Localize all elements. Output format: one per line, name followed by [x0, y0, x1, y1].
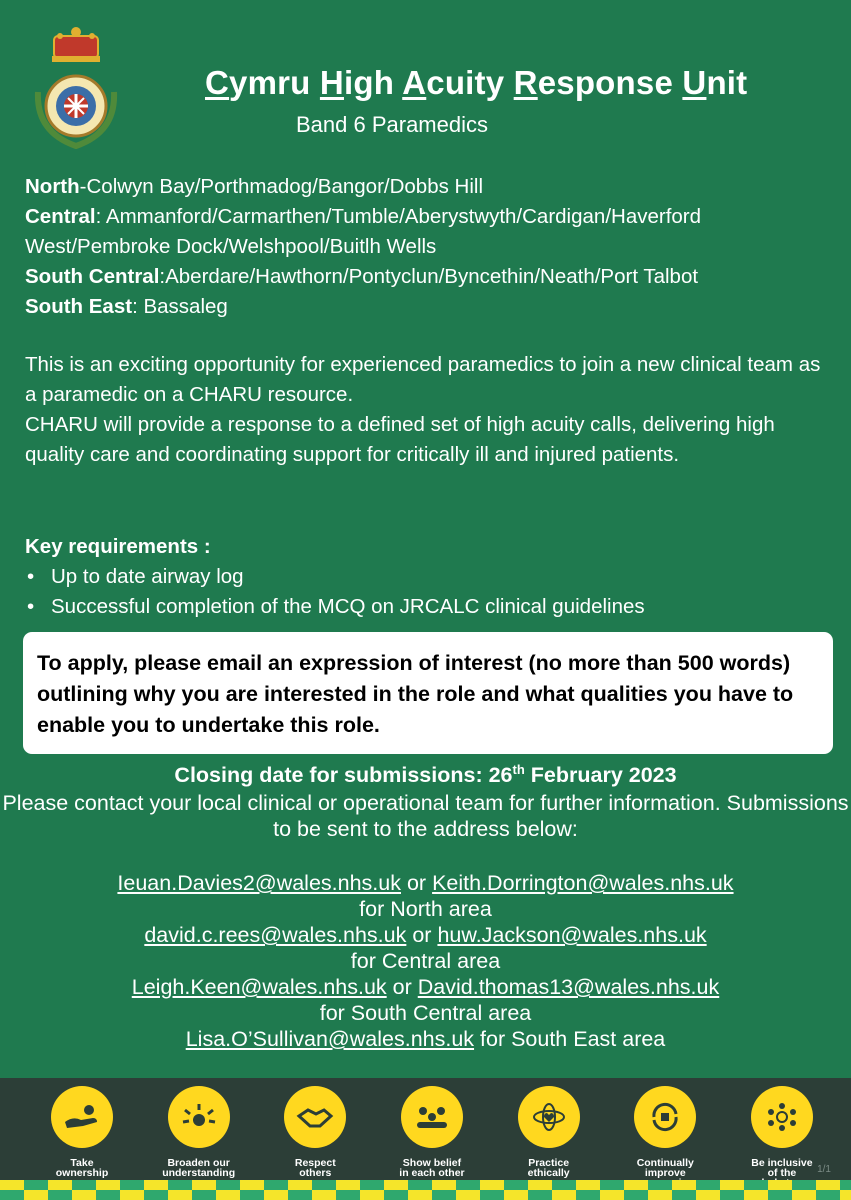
- values-row: [32, 1086, 832, 1188]
- value-item: Practice ethically: [499, 1086, 599, 1188]
- email-link[interactable]: Leigh.Keen@wales.nhs.uk: [131, 975, 387, 999]
- email-link[interactable]: Lisa.O’Sullivan@wales.nhs.uk: [185, 1027, 475, 1051]
- email-link[interactable]: Ieuan.Davies2@wales.nhs.uk: [117, 871, 401, 895]
- area-label: for North area: [359, 897, 492, 921]
- email-link[interactable]: David.thomas13@wales.nhs.uk: [417, 975, 720, 999]
- bullet-icon: •: [27, 595, 35, 618]
- cycle-icon: [634, 1086, 696, 1148]
- team-circle-icon: [751, 1086, 813, 1148]
- email-link[interactable]: huw.Jackson@wales.nhs.uk: [437, 923, 707, 947]
- apply-instructions-box: To apply, please email an expression of interest (no more than 500 words) outlining why you are interested in the role and what qualities you have to enable you to undertake this role.: [23, 632, 833, 754]
- area-label: for South Central area: [319, 1001, 532, 1025]
- locations-list: [25, 172, 825, 322]
- page-number: 1/1: [817, 1164, 831, 1175]
- title-word: U: [682, 64, 707, 101]
- title-word: C: [205, 64, 230, 101]
- value-item: Show belief in each other: [382, 1086, 482, 1188]
- email-link[interactable]: Keith.Dorrington@wales.nhs.uk: [432, 871, 734, 895]
- closing-date: Closing date for submissions: 26th February 2023: [174, 762, 677, 788]
- location-south-east: South East: Bassaleg: [25, 295, 228, 318]
- value-item: Take ownership: [32, 1086, 132, 1188]
- intro-text: This is an exciting opportunity for experienced paramedics to join a new clinical team as a paramedic on a CHARU resource. CHARU will provide a response to a defined set of high acuity calls, delivering high quality care and coordinating support for critically ill and injured patients.: [25, 353, 821, 466]
- requirements-list: [25, 562, 645, 622]
- expand-icon: [168, 1086, 230, 1148]
- title-word: R: [513, 64, 538, 101]
- email-list: Ieuan.Davies2@wales.nhs.uk or Keith.Dorrington@wales.nhs.uk for North area david.c.rees@wales.nhs.uk or huw.Jackson@wales.nhs.uk for Central area Leigh.Keen@wales.nhs.uk or David.thomas13@wales.nhs.uk for South Central area Lisa.O’Sullivan@wales.nhs.uk for South East area: [0, 870, 851, 1052]
- hand-icon: [51, 1086, 113, 1148]
- contact-info: Please contact your local clinical or operational team for further information. Submissions to be sent to the address below:: [2, 791, 849, 841]
- list-item: • Up to date airway log: [25, 562, 645, 592]
- list-item: • Successful completion of the MCQ on JRCALC clinical guidelines: [25, 592, 645, 622]
- location-central: Central: Ammanford/Carmarthen/Tumble/Aberystwyth/Cardigan/Haverford West/Pembroke Dock/Welshpool/Buitlh Wells: [25, 205, 702, 258]
- page-title: Cymru High Acuity Response Unit: [205, 64, 748, 101]
- area-label: for Central area: [350, 949, 501, 973]
- value-item: Be inclusive of the: [732, 1086, 832, 1188]
- value-item: Continually improve: [615, 1086, 715, 1188]
- handshake-icon: [284, 1086, 346, 1148]
- battenburg-stripe: [0, 1180, 851, 1200]
- ambulance-service-crest-icon: [28, 22, 124, 156]
- email-link[interactable]: david.c.rees@wales.nhs.uk: [144, 923, 407, 947]
- title-word: A: [402, 64, 427, 101]
- bullet-icon: •: [27, 565, 35, 588]
- location-north: North-Colwyn Bay/Porthmadog/Bangor/Dobbs Hill: [25, 175, 484, 198]
- heart-atom-icon: [518, 1086, 580, 1148]
- people-icon: [401, 1086, 463, 1148]
- value-item: Broaden our understanding: [149, 1086, 249, 1188]
- page-subtitle: Band 6 Paramedics: [296, 112, 488, 137]
- title-word: H: [319, 64, 344, 101]
- value-item: Respect others: [265, 1086, 365, 1188]
- location-south-central: South Central:Aberdare/Hawthorn/Pontyclun/Byncethin/Neath/Port Talbot: [25, 265, 699, 288]
- requirements-heading: Key requirements :: [25, 535, 211, 558]
